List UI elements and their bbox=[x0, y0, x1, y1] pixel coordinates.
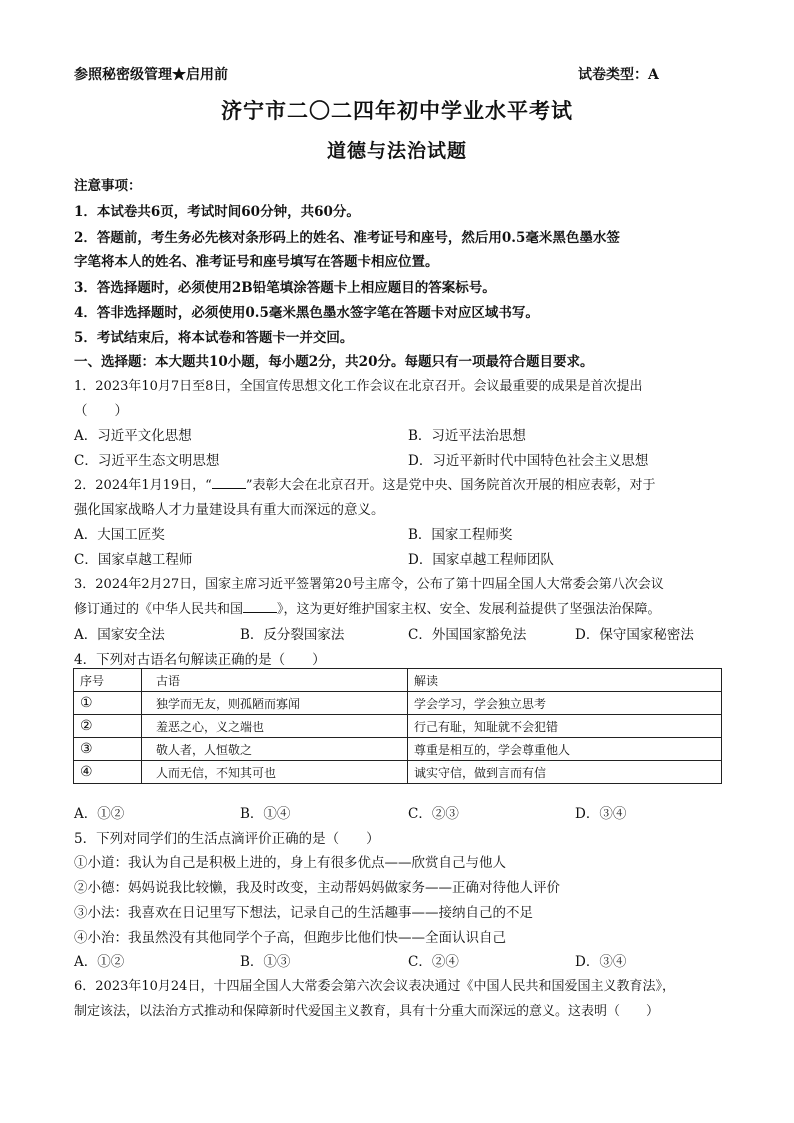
notes-heading: 注意事项： bbox=[74, 178, 142, 194]
subject-title: 道德与法治试题 bbox=[326, 140, 467, 162]
q3-stem-part2: 》，这为更好维护国家主权、安全、发展利益提供了坚强法治保障。 bbox=[277, 602, 661, 617]
paper-type-label: 试卷类型：A bbox=[578, 67, 659, 83]
table-header: 解读 bbox=[408, 669, 722, 692]
q2-option-d: D．国家卓越工程师团队 bbox=[408, 552, 554, 568]
q3-stem-part1: 修订通过的《中华人民共和国 bbox=[74, 602, 244, 617]
q2-option-b: B．国家工程师奖 bbox=[408, 527, 513, 543]
q5-option-a: A．①② bbox=[74, 954, 125, 970]
q2-stem-part1: 2．2024年1月19日，“ bbox=[74, 478, 212, 493]
q1-stem: 1．2023年10月7日至8日，全国宣传思想文化工作会议在北京召开。会议最重要的成果是首次提出 bbox=[74, 379, 643, 394]
table-header: 古语 bbox=[142, 669, 408, 692]
table-header-row bbox=[74, 669, 722, 692]
note-item: 2．答题前，考生务必先核对条形码上的姓名、准考证号和座号，然后用0.5毫米黑色墨水签 bbox=[74, 230, 620, 246]
table-cell: 羞恶之心，义之端也 bbox=[142, 715, 408, 738]
q1-option-d: D．习近平新时代中国特色社会主义思想 bbox=[408, 453, 649, 469]
table-cell: 人而无信，不知其可也 bbox=[142, 761, 408, 784]
q1-paren: （ ） bbox=[74, 403, 128, 419]
note-item: 1．本试卷共6页，考试时间60分钟，共60分。 bbox=[74, 204, 360, 220]
q3-stem-line2 bbox=[74, 598, 661, 617]
q5-statement: ④小治：我虽然没有其他同学个子高，但跑步比他们快——全面认识自己 bbox=[74, 930, 506, 946]
q4-stem: 4．下列对古语名句解读正确的是（ ） bbox=[74, 652, 326, 668]
table-cell: ③ bbox=[74, 738, 142, 761]
q2-option-c: C．国家卓越工程师 bbox=[74, 552, 193, 568]
table-header: 序号 bbox=[74, 669, 142, 692]
q4-option-c: C．②③ bbox=[408, 806, 459, 822]
q5-stem: 5．下列对同学们的生活点滴评价正确的是（ ） bbox=[74, 831, 380, 847]
q4-option-d: D．③④ bbox=[575, 806, 627, 822]
table-cell: 尊重是相互的，学会尊重他人 bbox=[408, 738, 722, 761]
q5-statement: ②小德：妈妈说我比较懒，我及时改变，主动帮妈妈做家务——正确对待他人评价 bbox=[74, 880, 560, 896]
q3-option-b: B．反分裂国家法 bbox=[240, 627, 345, 643]
q3-option-d: D．保守国家秘密法 bbox=[575, 627, 694, 643]
q1-option-a: A．习近平文化思想 bbox=[74, 428, 192, 444]
table-cell: 独学而无友，则孤陋而寡闻 bbox=[142, 692, 408, 715]
table-cell: 学会学习，学会独立思考 bbox=[408, 692, 722, 715]
note-item: 3．答选择题时，必须使用2B铅笔填涂答题卡上相应题目的答案标号。 bbox=[74, 280, 496, 296]
q4-table bbox=[73, 668, 722, 784]
q1-option-c: C．习近平生态文明思想 bbox=[74, 453, 220, 469]
q2-stem-line2: 强化国家战略人才力量建设具有重大而深远的意义。 bbox=[74, 502, 385, 518]
q5-option-d: D．③④ bbox=[575, 954, 627, 970]
table-cell: 敬人者，人恒敬之 bbox=[142, 738, 408, 761]
table-row bbox=[74, 692, 722, 715]
table-cell: 行己有耻，知耻就不会犯错 bbox=[408, 715, 722, 738]
q6-stem: 6．2023年10月24日，十四届全国人大常委会第六次会议表决通过《中国人民共和国爱国主义教育法》， bbox=[74, 979, 675, 994]
table-row bbox=[74, 715, 722, 738]
table-cell: ② bbox=[74, 715, 142, 738]
exam-title: 济宁市二〇二四年初中学业水平考试 bbox=[221, 98, 573, 123]
q3-option-c: C．外国国家豁免法 bbox=[408, 627, 527, 643]
q5-option-b: B．①③ bbox=[240, 954, 291, 970]
q3-blank bbox=[243, 599, 277, 613]
note-item: 5．考试结束后，将本试卷和答题卡一并交回。 bbox=[74, 330, 354, 346]
q2-stem-part2: ”表彰大会在北京召开。这是党中央、国务院首次开展的相应表彰，对于 bbox=[245, 478, 656, 493]
q2-option-a: A．大国工匠奖 bbox=[74, 527, 165, 543]
q2-stem bbox=[74, 474, 655, 493]
q5-option-c: C．②④ bbox=[408, 954, 459, 970]
q2-blank bbox=[212, 475, 246, 489]
table-cell: 诚实守信，做到言而有信 bbox=[408, 761, 722, 784]
q6-stem-line2: 制定该法，以法治方式推动和保障新时代爱国主义教育，具有十分重大而深远的意义。这表明（ ） bbox=[74, 1004, 660, 1019]
table-row bbox=[74, 761, 722, 784]
q3-option-a: A．国家安全法 bbox=[74, 627, 165, 643]
note-item: 4．答非选择题时，必须使用0.5毫米黑色墨水签字笔在答题卡对应区域书写。 bbox=[74, 305, 539, 321]
q3-stem: 3．2024年2月27日，国家主席习近平签署第20号主席令，公布了第十四届全国人大常委会第八次会议 bbox=[74, 577, 664, 592]
note-item: 字笔将本人的姓名、准考证号和座号填写在答题卡相应位置。 bbox=[74, 254, 439, 270]
q5-statement: ①小道：我认为自己是积极上进的，身上有很多优点——欣赏自己与他人 bbox=[74, 855, 506, 871]
table-cell: ① bbox=[74, 692, 142, 715]
table-cell: ④ bbox=[74, 761, 142, 784]
q4-option-a: A．①② bbox=[74, 806, 125, 822]
q1-option-b: B．习近平法治思想 bbox=[408, 428, 526, 444]
table-row bbox=[74, 738, 722, 761]
q4-option-b: B．①④ bbox=[240, 806, 291, 822]
q5-statement: ③小法：我喜欢在日记里写下想法，记录自己的生活趣事——接纳自己的不足 bbox=[74, 905, 533, 921]
secrecy-label: 参照秘密级管理★启用前 bbox=[74, 67, 228, 83]
section-heading: 一、选择题：本大题共10小题，每小题2分，共20分。每题只有一项最符合题目要求。 bbox=[74, 354, 594, 370]
